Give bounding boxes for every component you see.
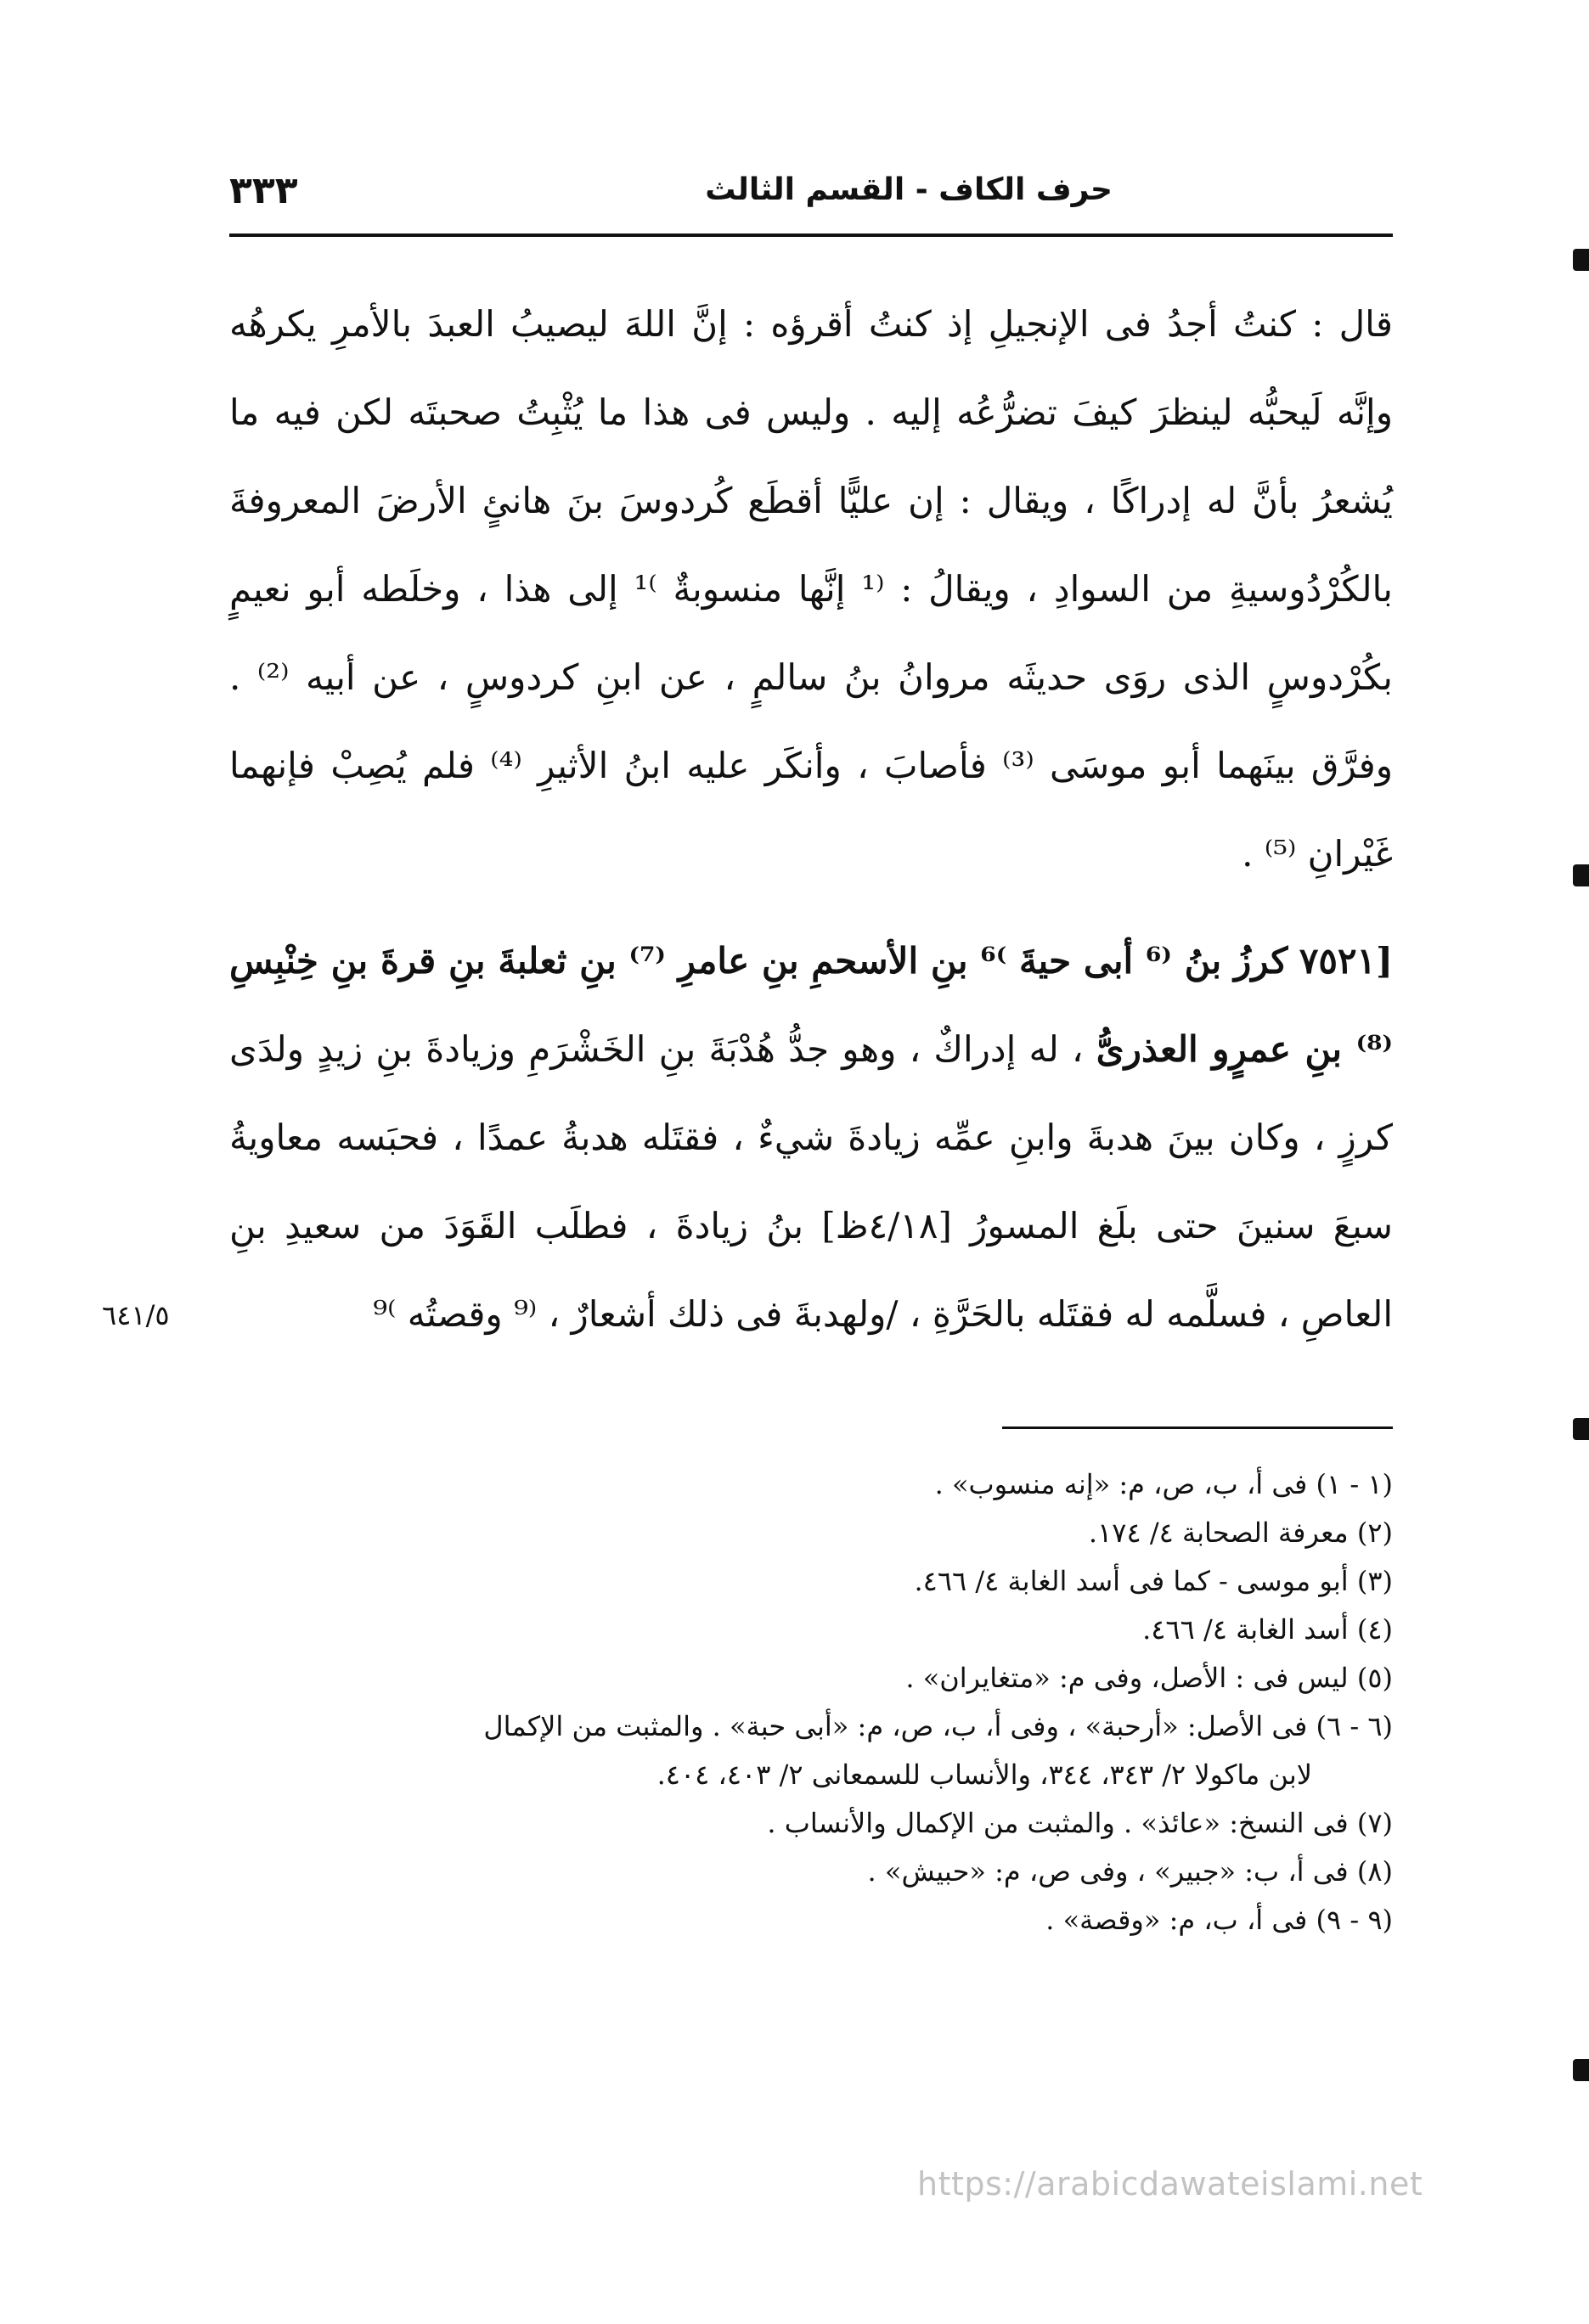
footnote-rule: [1002, 1426, 1393, 1429]
footnotes: [229, 1460, 1393, 1944]
footnote: (٣) أبو موسى - كما فى أسد الغابة ٤/ ٤٦٦.: [914, 1565, 1393, 1597]
entry-paragraph: [229, 917, 1393, 1359]
footnote: (٩ - ٩) فى أ، ب، م: «وقصة» .: [1045, 1904, 1393, 1936]
footnote: (٦ - ٦) فى الأصل: «أرحبة» ، وفى أ، ب، ص، م: «أبى حبة» . والمثبت من الإكمال: [483, 1710, 1393, 1742]
scan-edge-mark: [1573, 864, 1589, 886]
margin-reference: ٦٤١/٥: [102, 1299, 170, 1331]
watermark-url: https://arabicdawateislami.net: [917, 2165, 1423, 2203]
page-number: ٣٣٣: [229, 169, 298, 212]
entry-name: كرزُ بنُ ⁽⁶ أبى حيةَ ⁾⁶ بنِ الأسحمِ بنِ عامرِ ⁽⁷⁾ بنِ ثعلبةَ بنِ قرةَ بنِ خِنْبِسِ ⁽⁸⁾ بنِ عمرٍو العذرىُّ: [229, 940, 1394, 1070]
footnote: (٢) معرفة الصحابة ٤/ ١٧٤.: [1088, 1517, 1393, 1549]
header-rule: [229, 234, 1393, 237]
paragraph: قال : كنتُ أجدُ فى الإنجيلِ إذ كنتُ أقرؤه : إنَّ اللهَ ليصيبُ العبدَ بالأمرِ يكرهُه وإنَّه لَيحبُّه لينظرَ كيفَ تضرُّعُه إليه . وليس فى هذا ما يُثْبِتُ صحبتَه لكن فيه ما يُشعرُ بأنَّ له إدراكًا ، ويقال : إن عليًّا أقطَع كُردوسَ بنَ هانئٍ الأرضَ المعروفةَ بالكُرْدُوسيةِ من السوادِ ، ويقالُ : ⁽¹ إنَّها منسوبةٌ ⁾¹ إلى هذا ، وخلَطه أبو نعيمٍ بكُرْدوسٍ الذى روَى حديثَه مروانُ بنُ سالمٍ ، عن ابنِ كردوسٍ ، عن أبيه ⁽²⁾ . وفرَّق بينَهما أبو موسَى ⁽³⁾ فأصابَ ، وأنكَر عليه ابنُ الأثيرِ ⁽⁴⁾ فلم يُصِبْ فإنهما غَيْرانِ ⁽⁵⁾ .: [229, 303, 1394, 875]
scan-edge-mark: [1573, 2059, 1589, 2081]
footnote: (٥) ليس فى : الأصل، وفى م: «متغايران» .: [905, 1662, 1393, 1694]
main-text: [229, 280, 1393, 1359]
scan-edge-mark: [1573, 1418, 1589, 1440]
entry-text: ، له إدراكٌ ، وهو جدُّ هُدْبَةَ بنِ الخَشْرَمِ وزيادةَ بنِ زيدٍ ولدَى كرزٍ ، وكان بينَ هدبةَ وابنِ عمِّه زيادةَ شيءٌ ، فقتَله هدبةُ عمدًا ، فحبَسه معاويةُ سبعَ سنينَ حتى بلَغ المسورُ [٤/١٨ظ] بنُ زيادةَ ، فطلَب القَوَدَ من سعيدِ بنِ العاصِ ، فسلَّمه له فقتَله بالحَرَّةِ ، /ولهدبةَ فى ذلك أشعارٌ ، ⁽⁹ وقصتُه ⁾⁹: [229, 1028, 1393, 1335]
footnote-continuation: لابن ماكولا ٢/ ٣٤٣، ٣٤٤، والأنساب للسمعانى ٢/ ٤٠٣، ٤٠٤.: [656, 1758, 1312, 1791]
entry-number: [٧٥٢١: [1299, 940, 1393, 982]
scan-edge-mark: [1573, 249, 1589, 271]
footnote: (٤) أسد الغابة ٤/ ٤٦٦.: [1142, 1613, 1393, 1646]
footnote: (٧) فى النسخ: «عائذ» . والمثبت من الإكمال والأنساب .: [767, 1807, 1393, 1839]
footnote: (٨) فى أ، ب: «جبير» ، وفى ص، م: «حبيش» .: [867, 1855, 1393, 1888]
header-title: حرف الكاف - القسم الثالث: [705, 172, 1113, 207]
running-header: [229, 166, 1393, 225]
footnote: (١ - ١) فى أ، ب، ص، م: «إنه منسوب» .: [934, 1468, 1393, 1500]
